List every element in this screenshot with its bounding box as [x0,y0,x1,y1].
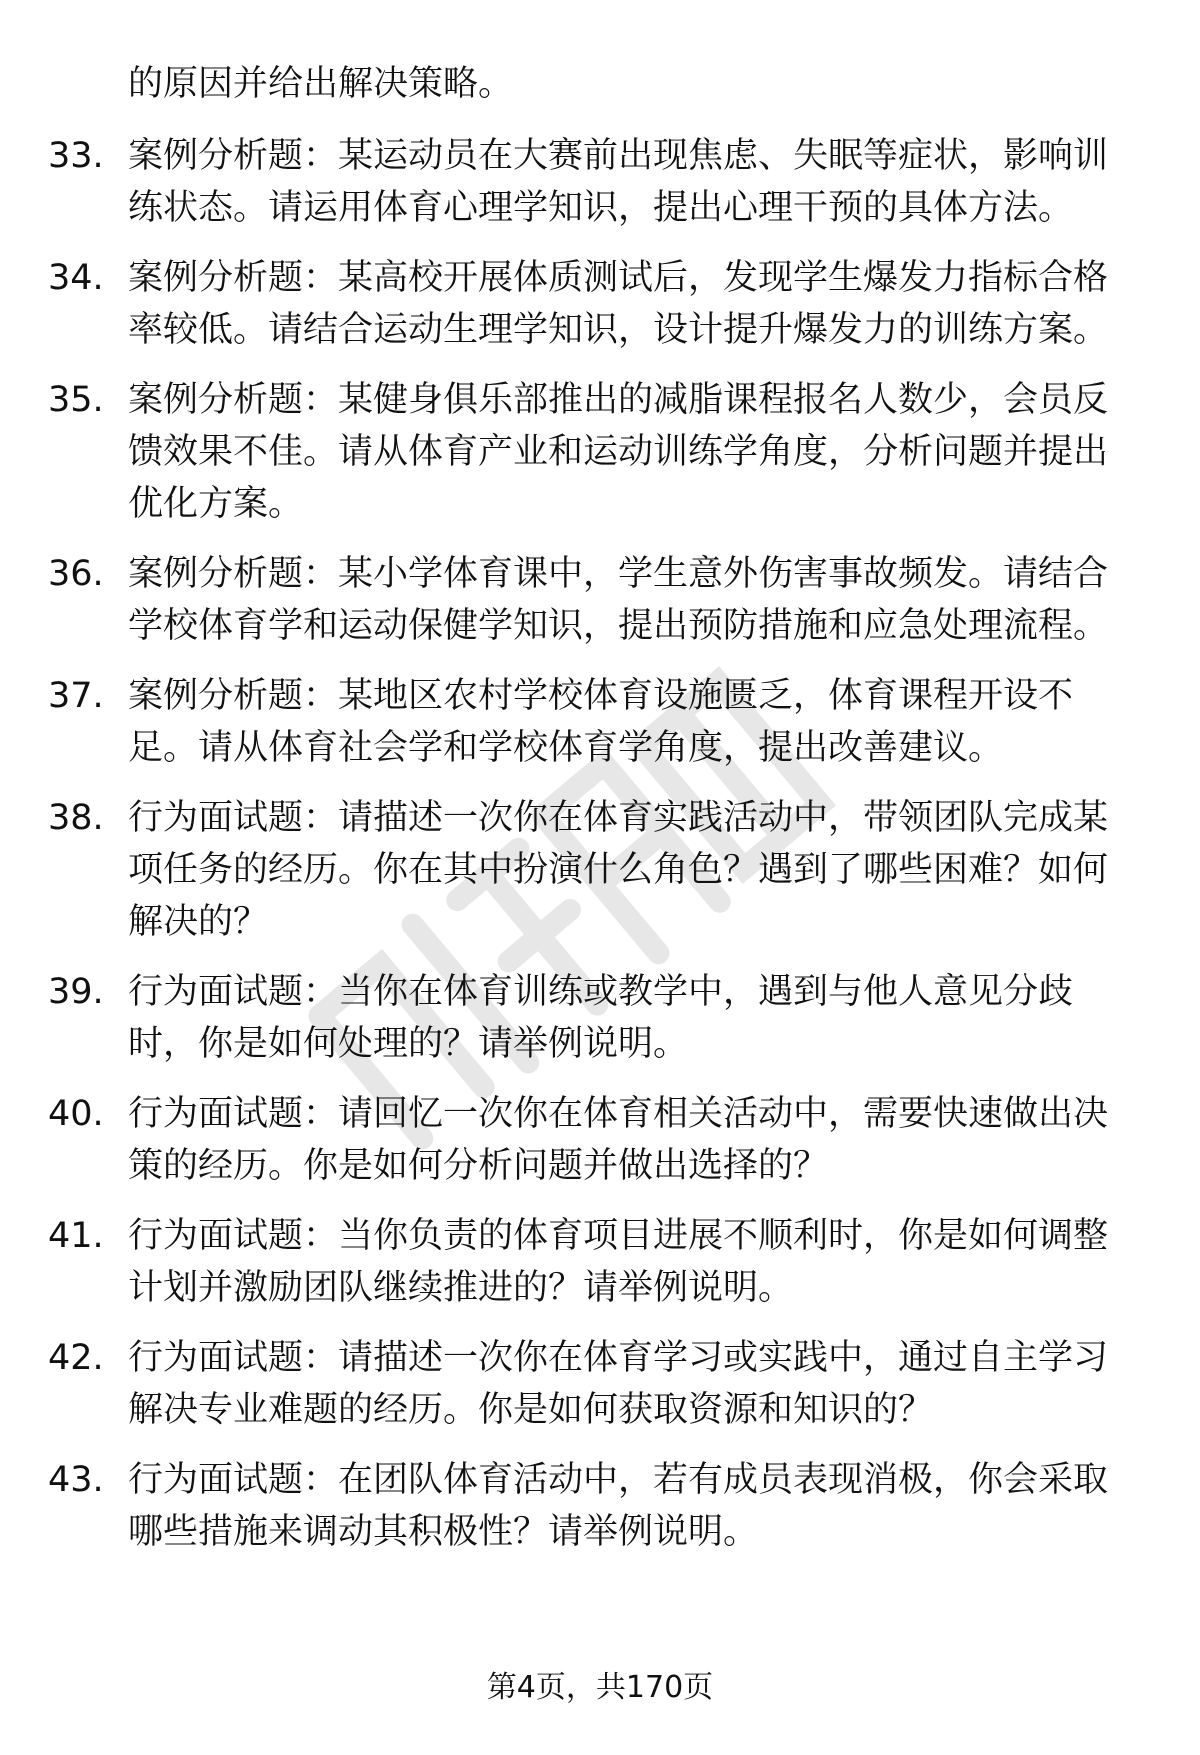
question-text-line: 馈效果不佳。请从体育产业和运动训练学角度，分析问题并提出 [128,432,1109,472]
question-item-36 [48,548,1158,652]
question-item-42 [48,1332,1158,1436]
question-text-line: 项任务的经历。你在其中扮演什么角色？遇到了哪些困难？如何 [128,850,1109,890]
question-text-line: 率较低。请结合运动生理学知识，设计提升爆发力的训练方案。 [128,310,1109,350]
question-text-line: 行为面试题：请回忆一次你在体育相关活动中，需要快速做出决 [128,1094,1109,1134]
question-text-line: 解决的？ [128,902,269,942]
question-item-38 [48,792,1158,948]
question-number: 39. [48,972,104,1012]
page-footer: 第4页，共170页 [486,1670,714,1705]
question-text-line: 学校体育学和运动保健学知识，提出预防措施和应急处理流程。 [128,606,1109,646]
question-text-line: 练状态。请运用体育心理学知识，提出心理干预的具体方法。 [128,188,1074,228]
question-number: 42. [48,1338,104,1378]
question-number: 43. [48,1460,104,1500]
question-text-line: 优化方案。 [128,484,304,524]
question-item-33 [48,130,1158,234]
question-text-line: 行为面试题：在团队体育活动中，若有成员表现消极，你会采取 [128,1460,1109,1500]
question-number: 38. [48,798,104,838]
question-number: 35. [48,380,104,420]
question-number: 41. [48,1216,104,1256]
question-text-line: 案例分析题：某运动员在大赛前出现焦虑、失眠等症状，影响训 [128,136,1109,176]
question-text-line: 行为面试题：请描述一次你在体育实践活动中，带领团队完成某 [128,798,1109,838]
question-item-39 [48,966,1158,1070]
question-text-line: 哪些措施来调动其积极性？请举例说明。 [128,1512,759,1552]
question-text-line: 时，你是如何处理的？请举例说明。 [128,1024,689,1064]
question-number: 40. [48,1094,104,1134]
question-text-line: 行为面试题：请描述一次你在体育学习或实践中，通过自主学习 [128,1338,1109,1378]
question-number: 36. [48,554,104,594]
question-item-34 [48,252,1158,356]
question-number: 33. [48,136,104,176]
question-text-line: 解决专业难题的经历。你是如何获取资源和知识的？ [128,1390,934,1430]
question-text-line: 行为面试题：当你负责的体育项目进展不顺利时，你是如何调整 [128,1216,1109,1256]
question-text-line: 计划并激励团队继续推进的？请举例说明。 [128,1268,794,1308]
question-text-line: 足。请从体育社会学和学校体育学角度，提出改善建议。 [128,728,1004,768]
question-text-line: 案例分析题：某健身俱乐部推出的减脂课程报名人数少，会员反 [128,380,1109,420]
question-text-line: 案例分析题：某高校开展体质测试后，发现学生爆发力指标合格 [128,258,1109,298]
question-number: 34. [48,258,104,298]
question-item-43 [48,1454,1158,1558]
question-number: 37. [48,676,104,716]
question-text-line: 策的经历。你是如何分析问题并做出选择的？ [128,1146,829,1186]
question-text-line: 案例分析题：某地区农村学校体育设施匮乏，体育课程开设不 [128,676,1074,716]
question-item-41 [48,1210,1158,1314]
question-list [48,58,1158,1576]
question-item-37 [48,670,1158,774]
question-text-line: 案例分析题：某小学体育课中，学生意外伤害事故频发。请结合 [128,554,1109,594]
question-text-line: 行为面试题：当你在体育训练或教学中，遇到与他人意见分歧 [128,972,1074,1012]
continuation-line: 的原因并给出解决策略。 [128,64,514,104]
question-item-40 [48,1088,1158,1192]
question-item-35 [48,374,1158,530]
